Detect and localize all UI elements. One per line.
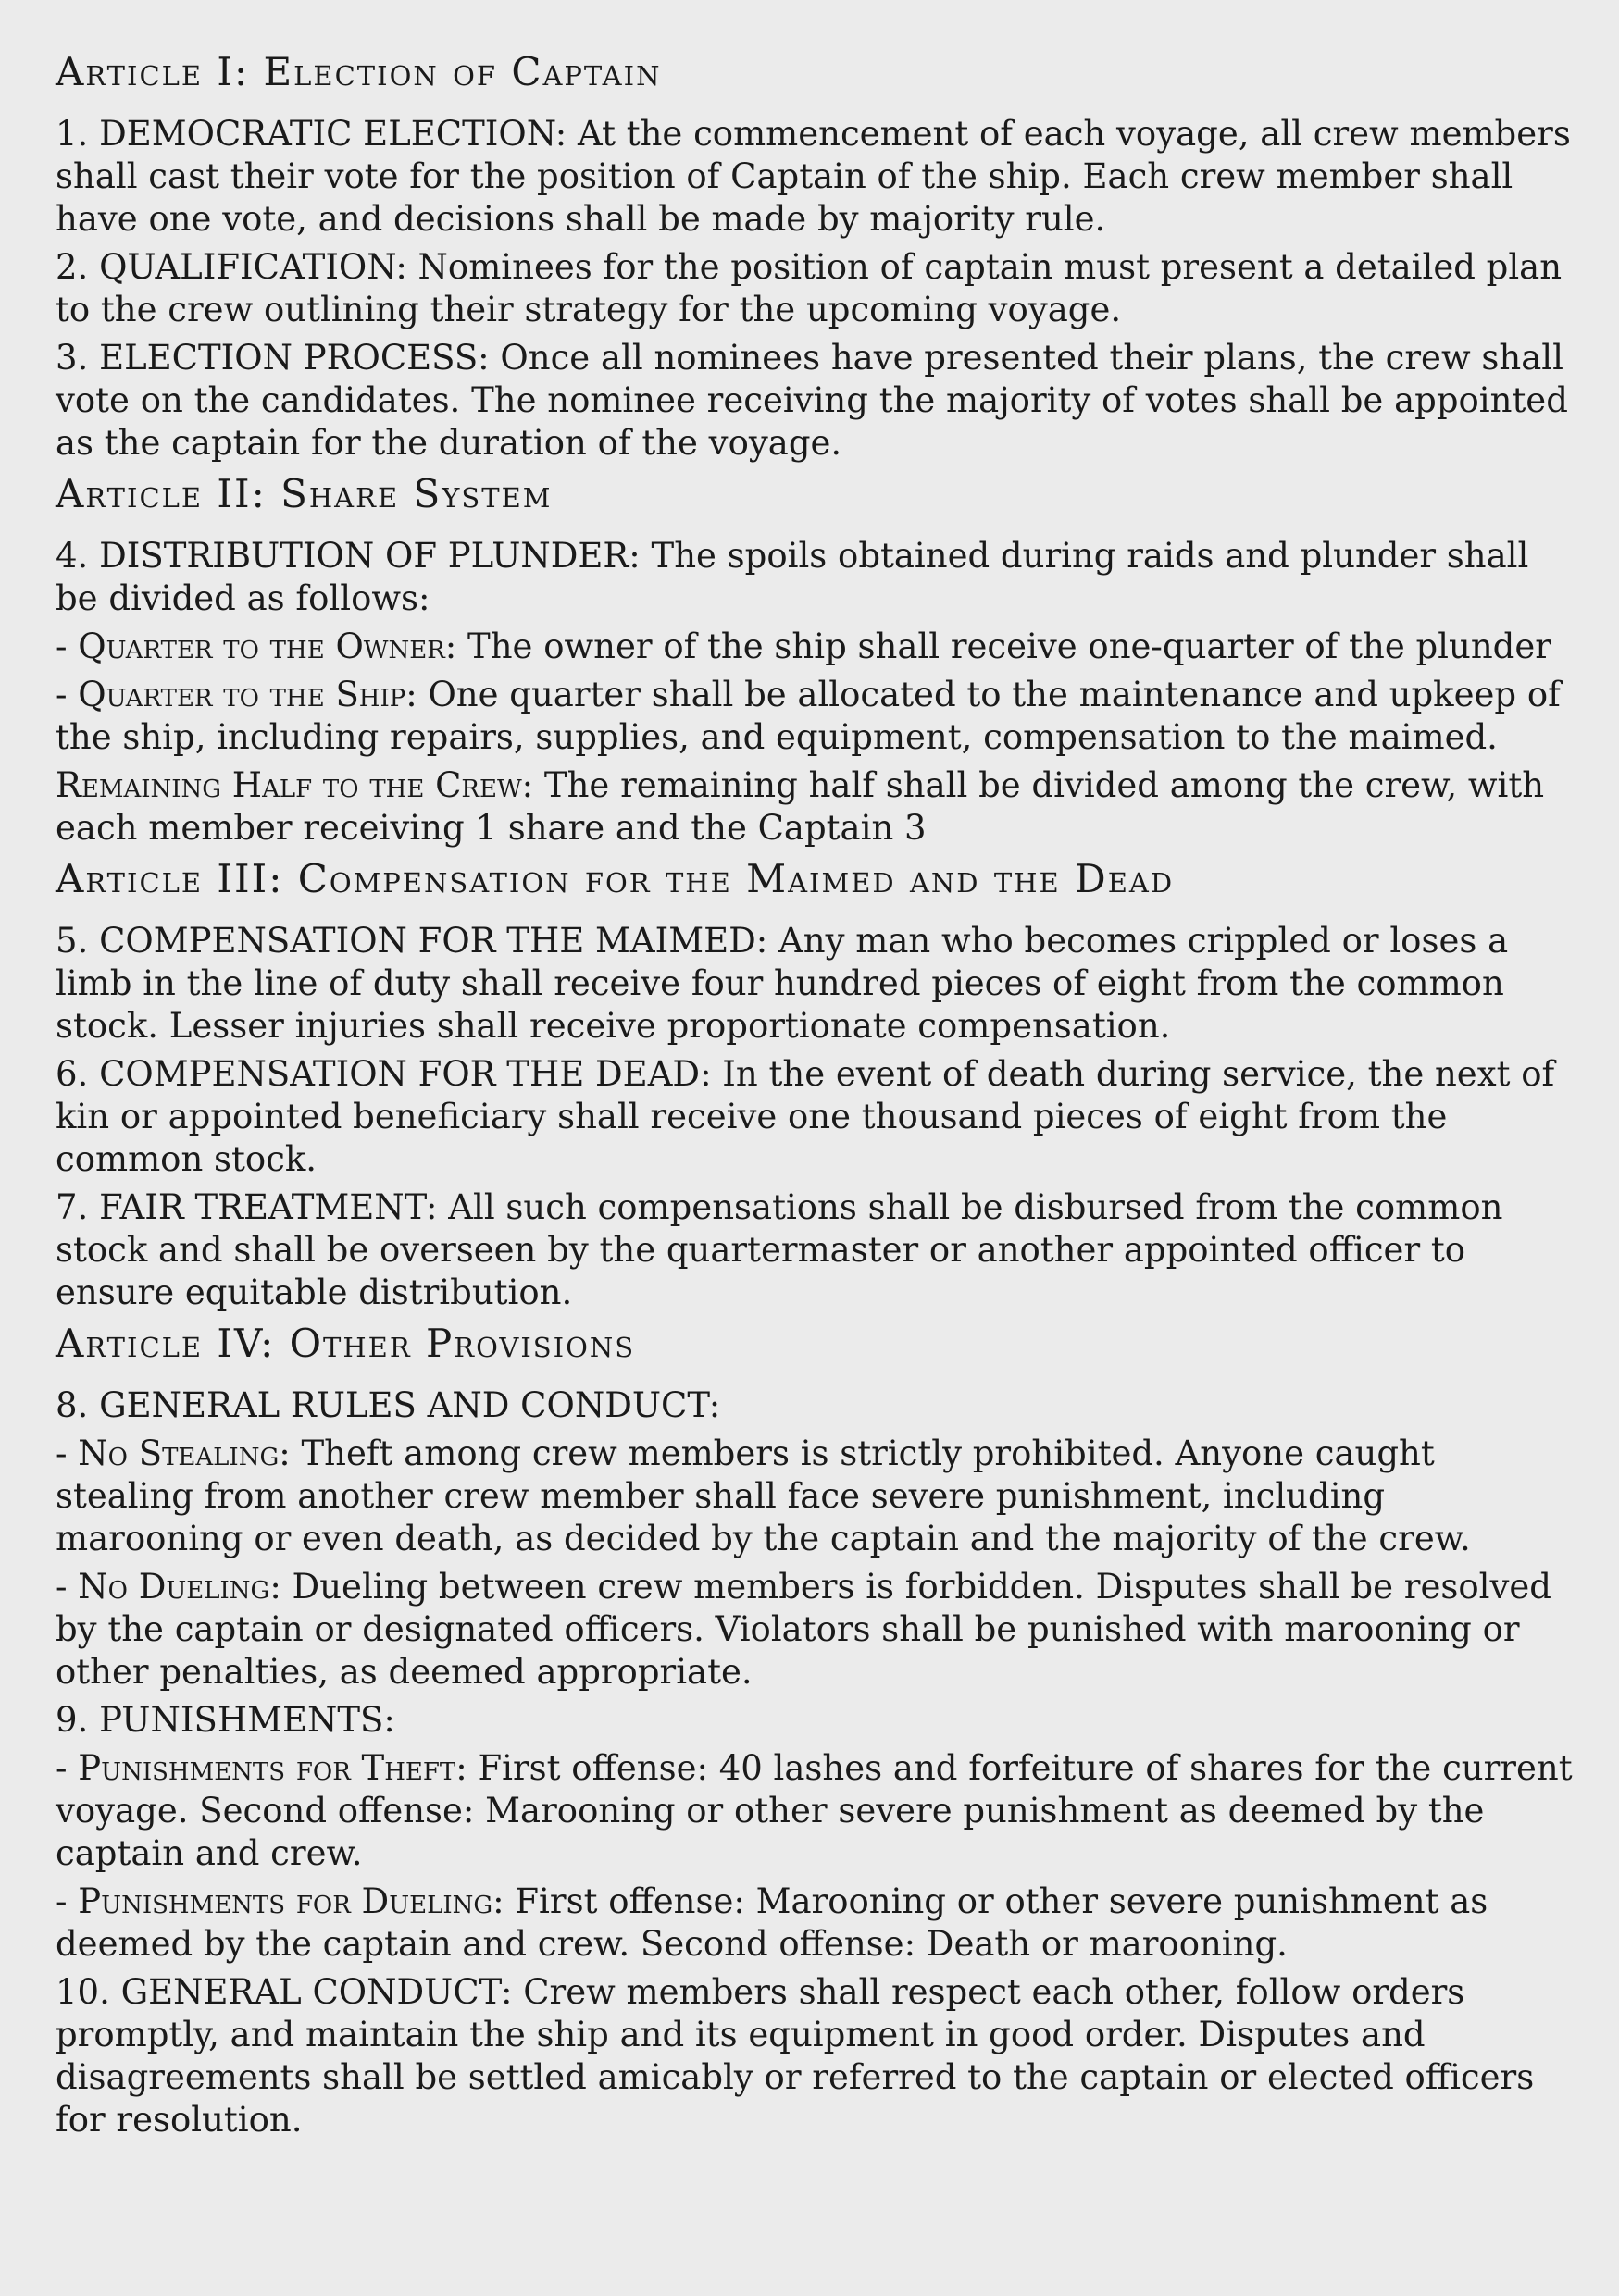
article-4-title: Article IV: Other Provisions <box>56 1321 636 1366</box>
clause-label: 2. QUALIFICATION: <box>56 247 407 287</box>
article-3-title: Article III: Compensation for the Maimed and the Dead <box>56 856 1175 901</box>
clause-label: Remaining Half to the Crew: <box>56 765 534 805</box>
bullet-dash: - <box>56 1567 79 1607</box>
clause-text: All such compensations shall be disbursed from the common stock and shall be overseen by the quartermaster or another appointed officer to ensure equitable distribution. <box>56 1187 1503 1312</box>
clause-4 <box>56 535 1573 620</box>
bullet-dash: - <box>56 675 79 714</box>
clause-text: Any man who becomes crippled or loses a limb in the line of duty shall receive four hundred pieces of eight from the common stock. Lesser injuries shall receive proportionate compensation. <box>56 921 1509 1046</box>
clause-label: 7. FAIR TREATMENT: <box>56 1187 438 1227</box>
bullet-dash: - <box>56 1748 79 1788</box>
article-1-title: Article I: Election of Captain <box>56 49 662 94</box>
clause-9 <box>56 1699 1573 1742</box>
clause-label: 4. DISTRIBUTION OF PLUNDER: <box>56 536 641 576</box>
clause-label: Punishments for Dueling: <box>78 1881 504 1921</box>
clause-label: No Stealing: <box>78 1433 291 1473</box>
clause-text: In the event of death during service, the next of kin or appointed beneficiary shall receive one thousand pieces of eight from the common stock. <box>56 1054 1555 1179</box>
clause-text: The spoils obtained during raids and plunder shall be divided as follows: <box>56 536 1529 618</box>
clause-text: Nominees for the position of captain must present a detailed plan to the crew outlining their strategy for the upcoming voyage. <box>56 247 1563 329</box>
clause-5 <box>56 920 1573 1048</box>
clause-label: 3. ELECTION PROCESS: <box>56 338 490 378</box>
clause-7 <box>56 1186 1573 1314</box>
clause-10 <box>56 1971 1573 2141</box>
clause-text: The remaining half shall be divided among the crew, with each member receiving 1 share and the Captain 3 <box>56 765 1545 848</box>
clause-label: Quarter to the Ship: <box>78 675 417 714</box>
clause-label: 5. COMPENSATION FOR THE MAIMED: <box>56 921 768 961</box>
share-owner <box>56 626 1573 668</box>
clause-label: 1. DEMOCRATIC ELECTION: <box>56 114 567 154</box>
bullet-dash: - <box>56 1433 79 1473</box>
clause-label: No Dueling: <box>78 1567 281 1607</box>
clause-6 <box>56 1053 1573 1181</box>
clause-label: 8. GENERAL RULES AND CONDUCT: <box>56 1385 721 1425</box>
bullet-dash: - <box>56 1881 79 1921</box>
share-ship <box>56 674 1573 759</box>
rule-no-dueling <box>56 1566 1573 1694</box>
rule-no-stealing <box>56 1433 1573 1560</box>
clause-text: One quarter shall be allocated to the maintenance and upkeep of the ship, including repairs, supplies, and equipment, compensation to the maimed. <box>56 675 1561 757</box>
punishment-theft <box>56 1747 1573 1875</box>
punishment-dueling <box>56 1880 1573 1966</box>
clause-text: First offense: Marooning or other severe punishment as deemed by the captain and crew. Second offense: Death or marooning. <box>56 1881 1488 1964</box>
clause-text: First offense: 40 lashes and forfeiture of shares for the current voyage. Second offense: Marooning or other severe punishment as deemed by the captain and crew. <box>56 1748 1573 1873</box>
clause-2 <box>56 246 1573 331</box>
clause-label: 9. PUNISHMENTS: <box>56 1700 395 1740</box>
article-2-title: Article II: Share System <box>56 471 553 516</box>
clause-label: Punishments for Theft: <box>78 1748 467 1788</box>
clause-label: Quarter to the Owner: <box>78 627 457 666</box>
clause-text: Theft among crew members is strictly prohibited. Anyone caught stealing from another crew member shall face severe punishment, including marooning or even death, as decided by the captain and the majority of the crew. <box>56 1433 1471 1558</box>
bullet-dash: - <box>56 627 79 666</box>
clause-label: 6. COMPENSATION FOR THE DEAD: <box>56 1054 712 1094</box>
clause-1 <box>56 113 1573 241</box>
clause-label: 10. GENERAL CONDUCT: <box>56 1972 513 2012</box>
clause-text: At the commencement of each voyage, all crew members shall cast their vote for the position of Captain of the ship. Each crew member shall have one vote, and decisions shall be made by majority rule. <box>56 114 1571 239</box>
clause-8 <box>56 1384 1573 1427</box>
clause-text: Dueling between crew members is forbidden. Disputes shall be resolved by the captain or designated officers. Violators shall be punished with marooning or other penalties, as deemed appropriate. <box>56 1567 1551 1692</box>
clause-3 <box>56 337 1573 465</box>
clause-text: Crew members shall respect each other, follow orders promptly, and maintain the ship and its equipment in good order. Disputes and disagreements shall be settled amicably or referred to the captain or elected officers for resolution. <box>56 1972 1535 2140</box>
share-crew <box>56 764 1573 850</box>
clause-text: Once all nominees have presented their plans, the crew shall vote on the candidates. The nominee receiving the majority of votes shall be appointed as the captain for the duration of the voyage. <box>56 338 1568 463</box>
clause-text: The owner of the ship shall receive one-quarter of the plunder <box>456 627 1551 666</box>
